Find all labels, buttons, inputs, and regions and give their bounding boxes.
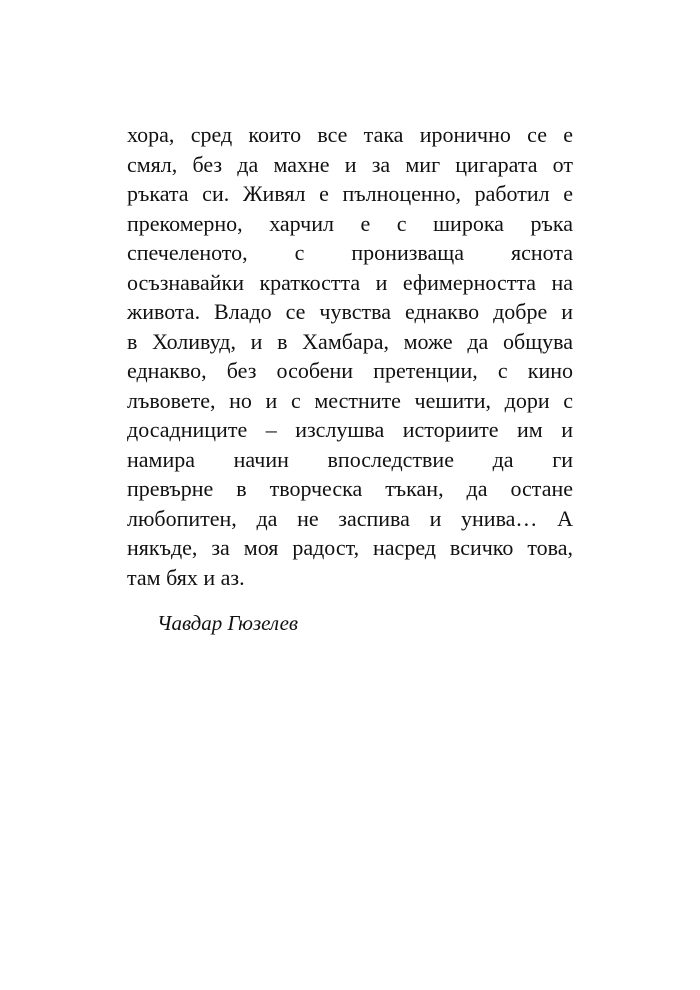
paragraph-line: любопитен, да не заспива и унива… А [127,505,573,531]
paragraph-line: живота. Владо се чувства еднакво добре и [127,299,573,324]
paragraph-line: в Холивуд, и в Хамбара, може да общува [127,328,573,354]
paragraph-line: превърне в творческа тъкан, да остане [127,476,573,501]
author-signature: Чавдар Гюзелев [157,611,299,635]
paragraph-line: досадниците – изслушва историите им и [127,417,573,442]
paragraph-line: намира начин впоследствие да ги [127,446,573,472]
paragraph-line: ръката си. Живял е пълноценно, работил е [127,181,573,206]
paragraph-line: смял, без да махне и за миг цигарата от [127,151,573,177]
paragraph-line: осъзнавайки краткостта и ефимерността на [127,269,573,295]
paragraph-line: еднакво, без особени претенции, с кино [127,358,573,383]
paragraph-line: там бях и аз. [127,564,245,590]
paragraph-line: някъде, за моя радост, насред всичко това, [127,535,573,560]
paragraph-line: спечеленото, с пронизваща яснота [127,240,573,265]
paragraph-line: прекомерно, харчил е с широка ръка [127,210,573,236]
paragraph-line: лъвовете, но и с местните чешити, дори с [127,387,573,413]
body-paragraph [127,120,573,592]
paragraph-line: хора, сред които все така иронично се е [127,122,573,147]
